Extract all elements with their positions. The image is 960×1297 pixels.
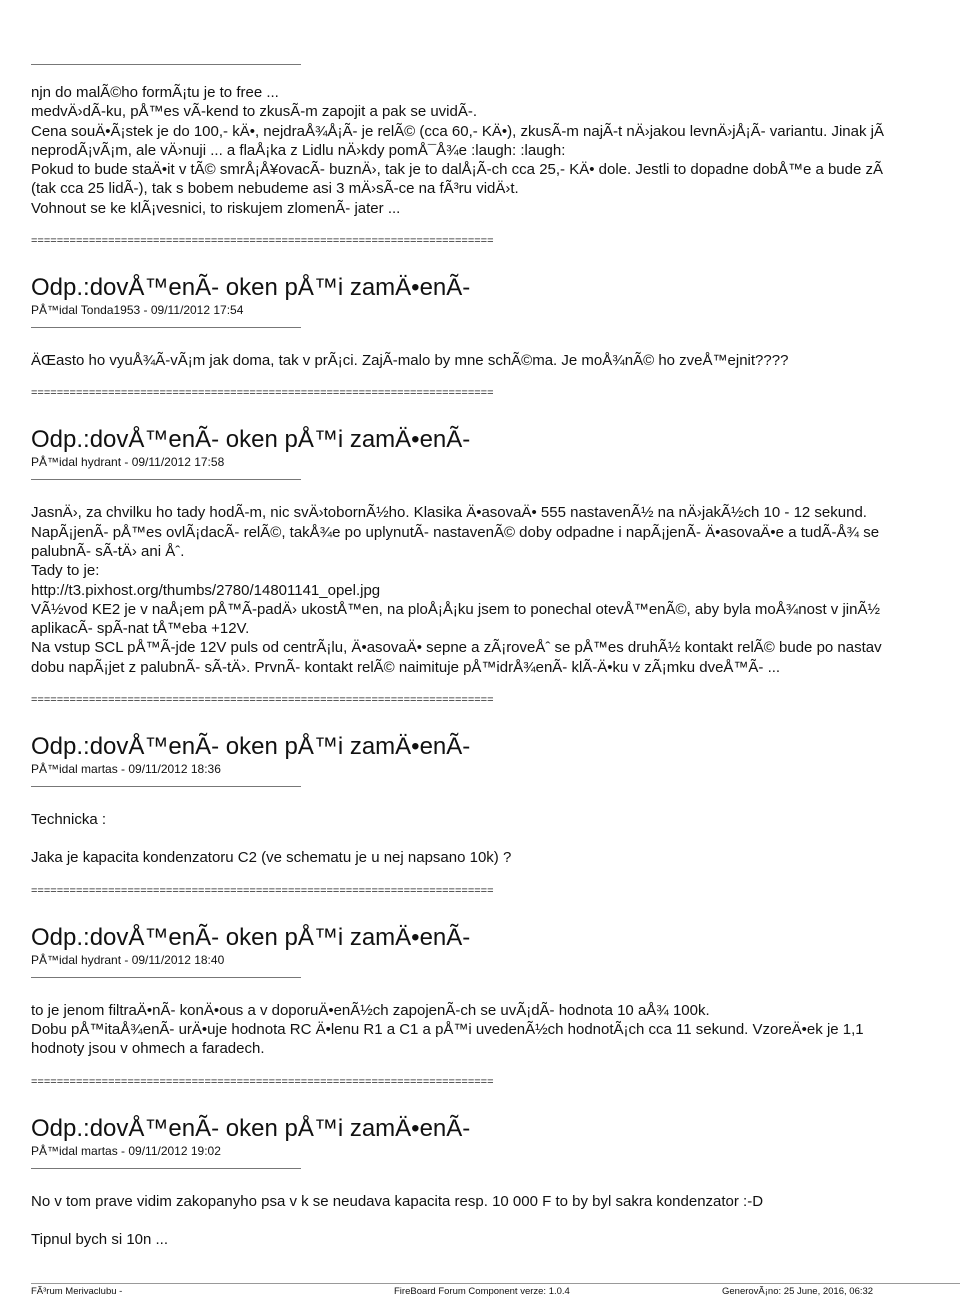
reply-body [31,503,960,677]
reply-title: Odp.:dovÅ™enÃ- oken pÅ™i zamÄ•enÃ- [31,274,471,302]
reply-post [31,426,960,707]
reply-post [31,274,960,400]
post-line: medvÄ›dÃ-ku, pÅ™es vÃ-kend to zkusÃ-m zapojit a pak se uvidÃ-. [31,103,478,121]
post-line: Tady to je: [31,562,100,580]
reply-body [31,1192,960,1250]
post-line: Tipnul bych si 10n ... [31,1230,169,1248]
reply-author-date: PÅ™idal martas - 09/11/2012 18:36 [31,762,221,777]
blank-line [31,1211,960,1230]
post-separator: ======================================================================== [31,387,494,400]
post-line: Vohnout se ke klÃ¡vesnici, to riskujem zlomenÃ- jater ... [31,199,401,217]
post-line: njn do malÃ©ho formÃ¡tu je to free ... [31,84,279,101]
post-line: hodnoty jsou v ohmech a faradech. [31,1040,265,1058]
post-separator: ======================================================================== [31,694,494,707]
reply-title: Odp.:dovÅ™enÃ- oken pÅ™i zamÄ•enÃ- [31,923,471,951]
footer-site-name: FÃ³rum Merivaclubu - [31,1286,123,1297]
post-separator: ======================================================================== [31,1075,494,1088]
post-line: Dobu pÅ™itaÅ¾enÃ- urÄ•uje hodnota RC Ä•lenu R1 a C1 a pÅ™i uvedenÃ½ch hodnotÃ¡ch cca 11 sekund. VzoreÄ•ek je 1,1 [31,1020,864,1038]
post-line: Pokud to bude staÄ•it v tÃ© smrÅ¡Å¥ovacÃ- buznÄ›, tak je to dalÅ¡Ã-ch cca 25,- KÄ• dole. Jestli to dopadne dobÅ™e a bude zÃ [31,161,884,179]
forum-printout [31,40,960,1249]
post-line: JasnÄ›, za chvilku ho tady hodÃ-m, nic svÄ›tobornÃ½ho. Klasika Ä•asovaÄ• 555 nastavenÃ½ na nÄ›jakÃ½ch 10 - 12 sekund. [31,504,867,522]
post-separator: ======================================================================== [31,235,494,248]
post-line: neprodÃ¡vÃ¡m, ale vÄ›nuji ... a flaÅ¡ka z Lidlu nÄ›kdy pomÅ¯Å¾e :laugh: :laugh: [31,141,566,159]
reply-body [31,1001,960,1059]
post-line: No v tom prave vidim zakopanyho psa v k se neudava kapacita resp. 10 000 F to by byl sakra kondenzator :-D [31,1192,764,1210]
footer-generated-date: GenerovÃ¡no: 25 June, 2016, 06:32 [722,1286,874,1297]
reply-title: Odp.:dovÅ™enÃ- oken pÅ™i zamÄ•enÃ- [31,733,471,761]
reply-author-date: PÅ™idal hydrant - 09/11/2012 18:40 [31,952,225,967]
post-line: Cena souÄ•Ã¡stek je do 100,- kÄ•, nejdraÅ¾Å¡Ã- je relÃ© (cca 60,- KÄ•), zkusÃ-m najÃ-t nÄ›jakou levnÄ›jÅ¡Ã- variantu. Jinak jÃ [31,122,884,140]
meta-divider [31,1168,301,1169]
post-line: palubnÃ- sÃ-tÄ› ani Åˆ. [31,542,185,560]
post-line: aplikacÃ- spÃ-nat tÅ™eba +12V. [31,620,250,638]
post-separator: ======================================================================== [31,884,494,897]
meta-divider [31,327,301,328]
post-line: dobu napÃ¡jet z palubnÃ- sÃ-tÄ›. PrvnÃ- kontakt relÃ© naimituje pÅ™idrÅ¾enÃ- klÃ-Ä•ku v zÃ¡mku dveÅ™Ã- ... [31,658,781,676]
reply-body [31,810,960,868]
post-line: VÃ½vod KE2 je v naÅ¡em pÅ™Ã-padÄ› ukostÅ™en, na ploÅ¡Å¡ku jsem to ponechal otevÅ™enÃ©, aby byla moÅ¾nost v jinÃ½ [31,600,880,618]
post-line: NapÃ¡jenÃ- pÅ™es ovlÃ¡dacÃ- relÃ©, takÅ¾e po uplynutÃ- nastavenÃ© doby odpadne i napÃ¡jenÃ- Ä•asovaÄ•e a tudÃ-Å¾ se [31,523,880,541]
footer-component-version: FireBoard Forum Component verze: 1.0.4 [394,1286,570,1297]
meta-divider [31,977,301,978]
reply-author-date: PÅ™idal Tonda1953 - 09/11/2012 17:54 [31,303,244,318]
meta-divider [31,786,301,787]
top-divider [31,64,301,65]
blank-line [31,829,960,848]
reply-post [31,733,960,898]
reply-title: Odp.:dovÅ™enÃ- oken pÅ™i zamÄ•enÃ- [31,426,471,454]
page-footer [31,1283,960,1297]
reply-author-date: PÅ™idal hydrant - 09/11/2012 17:58 [31,455,225,470]
reply-title: Odp.:dovÅ™enÃ- oken pÅ™i zamÄ•enÃ- [31,1114,471,1142]
first-post-body [31,83,960,218]
post-link: http://t3.pixhost.org/thumbs/2780/14801141_opel.jpg [31,581,381,599]
post-line: (tak cca 25 lidÃ-), tak s bobem nebudeme asi 3 mÄ›sÃ-ce na fÃ³ru vidÄ›t. [31,180,519,198]
post-line: Technicka : [31,811,107,829]
reply-post [31,924,960,1089]
meta-divider [31,479,301,480]
reply-body [31,351,960,370]
post-line: Jaka je kapacita kondenzatoru C2 (ve schematu je u nej napsano 10k) ? [31,849,512,867]
reply-post [31,1115,960,1250]
post-line: ÄŒasto ho vyuÅ¾Ã-vÃ¡m jak doma, tak v prÃ¡ci. ZajÃ-malo by mne schÃ©ma. Je moÅ¾nÃ© ho zveÅ™ejnit???? [31,352,789,370]
reply-author-date: PÅ™idal martas - 09/11/2012 19:02 [31,1143,221,1158]
post-line: to je jenom filtraÄ•nÃ- konÄ•ous a v doporuÄ•enÃ½ch zapojenÃ-ch se uvÃ¡dÃ- hodnota 10 aÅ¾ 100k. [31,1001,710,1019]
post-line: Na vstup SCL pÅ™Ã-jde 12V puls od centrÃ¡lu, Ä•asovaÄ• sepne a zÃ¡roveÅˆ se pÅ™es druhÃ½ kontakt relÃ© bude po nastav [31,639,882,657]
